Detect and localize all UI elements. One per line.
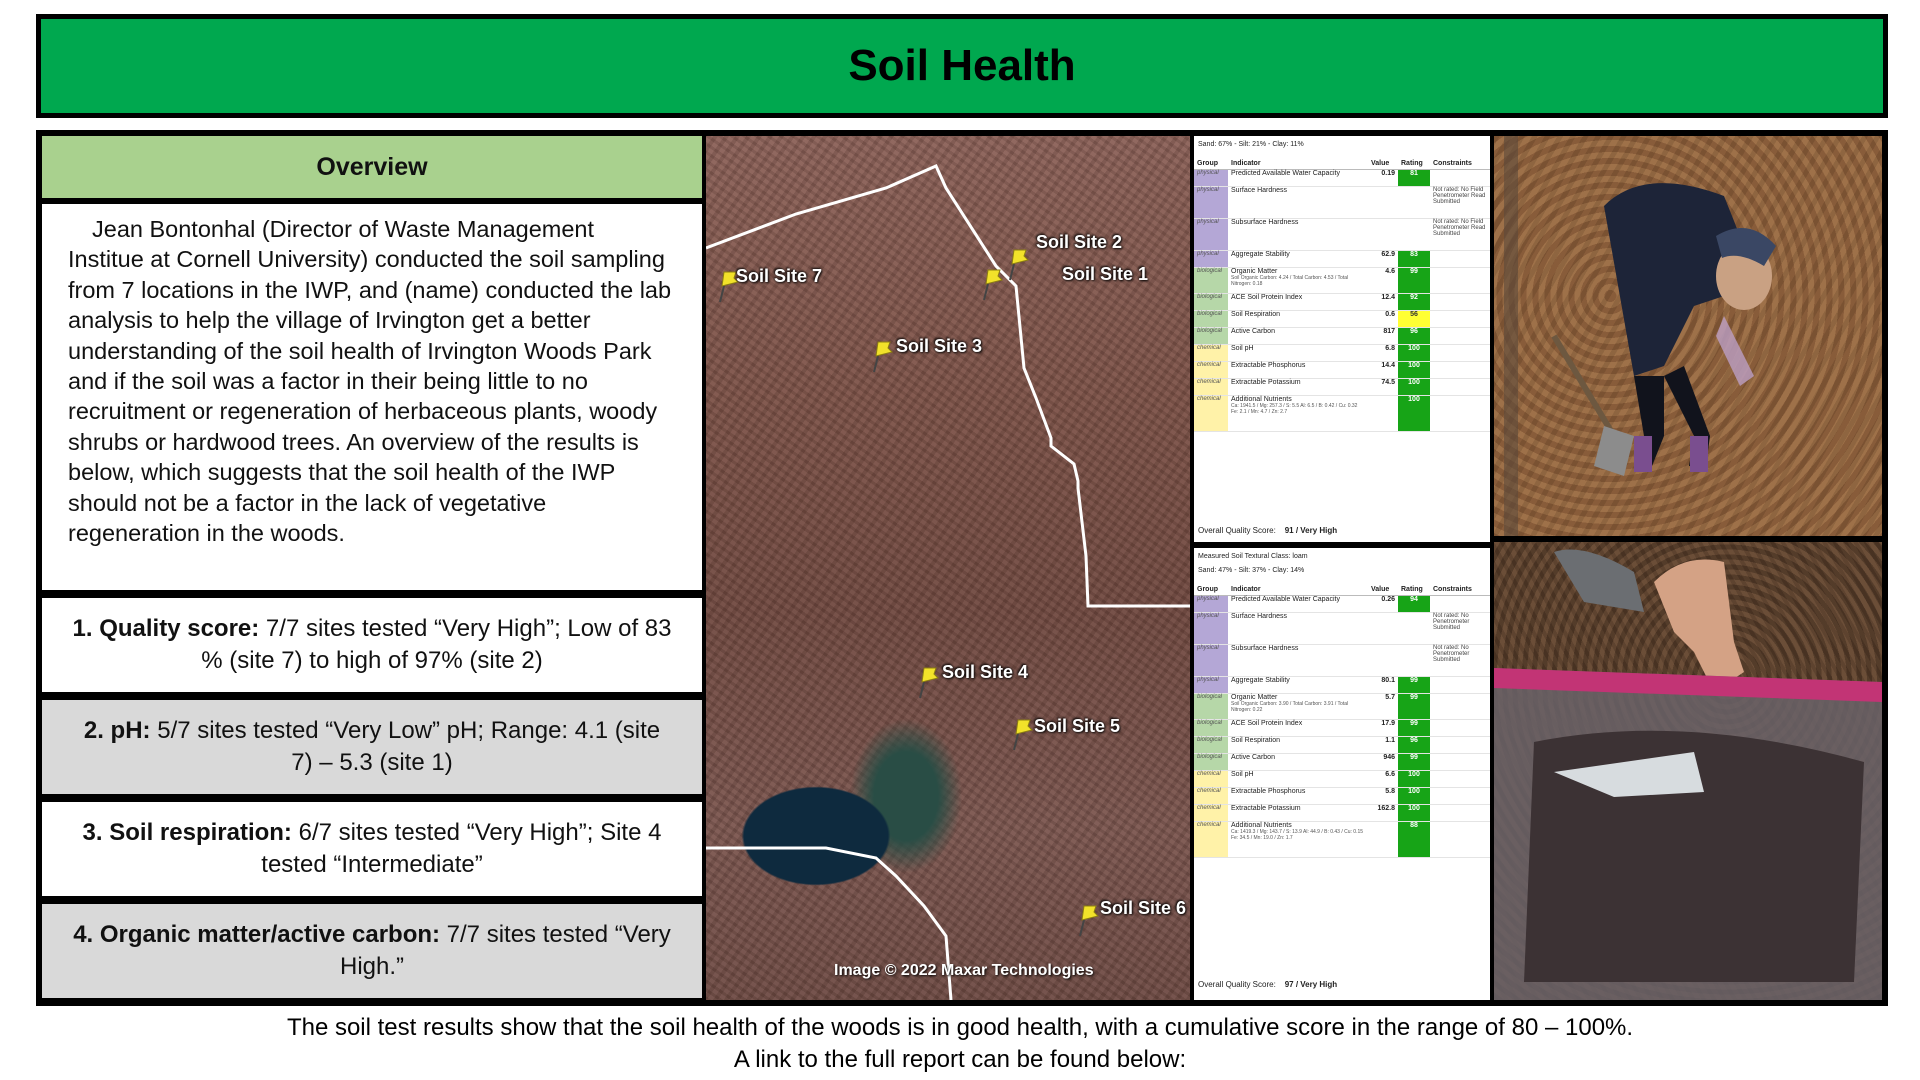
indicator-name: Aggregate Stability [1231, 251, 1290, 258]
finding-soil-respiration [42, 802, 702, 896]
report-row [1194, 251, 1490, 268]
indicator-name: Soil pH [1231, 345, 1254, 352]
row-value: 5.7 [1368, 694, 1398, 720]
row-constraints [1430, 677, 1490, 694]
soil-report-2 [1194, 548, 1490, 1000]
row-indicator [1228, 219, 1368, 251]
col-value: Value [1368, 584, 1398, 596]
row-indicator [1228, 677, 1368, 694]
row-value: 0.19 [1368, 170, 1398, 187]
row-group: biological [1194, 737, 1228, 754]
row-constraints [1430, 805, 1490, 822]
photo-soil-sample-bag [1494, 542, 1882, 1000]
row-rating: 81 [1398, 170, 1430, 187]
report-row [1194, 596, 1490, 613]
row-constraints [1430, 788, 1490, 805]
footer-summary: The soil test results show that the soil health of the woods is in good health, with a cumulative score in the range of 80 – 100%. [286, 1014, 1634, 1041]
row-indicator [1228, 645, 1368, 677]
row-group: physical [1194, 645, 1228, 677]
row-constraints [1430, 328, 1490, 345]
row-rating [1398, 219, 1430, 251]
row-rating: 99 [1398, 694, 1430, 720]
row-value: 80.1 [1368, 677, 1398, 694]
report-row [1194, 822, 1490, 858]
finding-label: 2. pH: [83, 717, 151, 744]
report-row [1194, 737, 1490, 754]
row-indicator [1228, 345, 1368, 362]
row-group: biological [1194, 294, 1228, 311]
row-constraints [1430, 694, 1490, 720]
indicator-detail: Ca: 1941.5 / Mg: 257.3 / S: 5.5 Al: 6.5 / B: 0.42 / Cu: 0.32 Fe: 2.1 / Mn: 4.7 / Zn: 2.7 [1231, 403, 1358, 415]
row-indicator [1228, 187, 1368, 219]
indicator-detail: Soil Organic Carbon: 3.90 / Total Carbon: 3.91 / Total Nitrogen: 0.22 [1231, 701, 1349, 713]
row-indicator [1228, 396, 1368, 432]
row-group: physical [1194, 219, 1228, 251]
report-row [1194, 805, 1490, 822]
indicator-name: Extractable Potassium [1231, 379, 1301, 386]
site-label-3: Soil Site 3 [896, 336, 983, 356]
row-value [1368, 187, 1398, 219]
indicator-name: Extractable Phosphorus [1231, 788, 1306, 795]
row-group: chemical [1194, 345, 1228, 362]
row-constraints [1430, 596, 1490, 613]
row-group: biological [1194, 754, 1228, 771]
row-value: 817 [1368, 328, 1398, 345]
report-row [1194, 379, 1490, 396]
row-constraints: Not rated: No Field Penetrometer Read Submitted [1430, 219, 1490, 251]
row-group: chemical [1194, 379, 1228, 396]
row-indicator [1228, 251, 1368, 268]
col-group: Group [1194, 158, 1228, 170]
overall-score [1198, 980, 1337, 989]
row-rating: 96 [1398, 328, 1430, 345]
finding-label: 1. Quality score: [72, 615, 260, 642]
overall-value: 91 / Very High [1284, 526, 1338, 535]
row-indicator [1228, 613, 1368, 645]
row-rating: 100 [1398, 396, 1430, 432]
row-constraints [1430, 396, 1490, 432]
row-indicator [1228, 754, 1368, 771]
report-table [1194, 158, 1490, 432]
row-constraints [1430, 754, 1490, 771]
row-constraints [1430, 251, 1490, 268]
row-indicator [1228, 311, 1368, 328]
report-table [1194, 584, 1490, 858]
indicator-name: Additional Nutrients [1231, 396, 1292, 403]
person-sampling-illustration [1494, 136, 1882, 536]
row-constraints [1430, 771, 1490, 788]
row-group: physical [1194, 677, 1228, 694]
row-rating: 99 [1398, 754, 1430, 771]
report-row [1194, 268, 1490, 294]
col-indicator: Indicator [1228, 158, 1368, 170]
row-indicator [1228, 328, 1368, 345]
row-value: 17.9 [1368, 720, 1398, 737]
report-row [1194, 771, 1490, 788]
row-constraints [1430, 737, 1490, 754]
soil-bag-illustration [1494, 542, 1882, 1000]
row-value: 14.4 [1368, 362, 1398, 379]
row-value [1368, 613, 1398, 645]
satellite-map [706, 136, 1190, 1000]
row-group: biological [1194, 328, 1228, 345]
indicator-name: Active Carbon [1231, 328, 1275, 335]
row-rating [1398, 645, 1430, 677]
indicator-name: Soil Respiration [1231, 737, 1281, 744]
indicator-name: Subsurface Hardness [1231, 219, 1299, 226]
row-indicator [1228, 379, 1368, 396]
report-row [1194, 187, 1490, 219]
row-group: biological [1194, 268, 1228, 294]
row-rating: 100 [1398, 771, 1430, 788]
row-constraints [1430, 294, 1490, 311]
indicator-name: Soil Respiration [1231, 311, 1281, 318]
indicator-name: Subsurface Hardness [1231, 645, 1299, 652]
row-constraints [1430, 311, 1490, 328]
row-group: chemical [1194, 771, 1228, 788]
finding-text: 7/7 sites tested “Very High”; Low of 83 % (site 7) to high of 97% (site 2) [201, 615, 672, 674]
row-indicator [1228, 694, 1368, 720]
row-value: 12.4 [1368, 294, 1398, 311]
row-value: 162.8 [1368, 805, 1398, 822]
row-rating [1398, 613, 1430, 645]
row-group: physical [1194, 187, 1228, 219]
indicator-name: Active Carbon [1231, 754, 1275, 761]
map-pin-icon[interactable] [982, 268, 1004, 302]
overall-label: Overall Quality Score: [1198, 526, 1276, 535]
footer-link-note: A link to the full report can be found below: [733, 1046, 1187, 1073]
row-value [1368, 645, 1398, 677]
footer-text [0, 1012, 1920, 1076]
overall-label: Overall Quality Score: [1198, 980, 1276, 989]
row-constraints [1430, 170, 1490, 187]
row-rating: 99 [1398, 677, 1430, 694]
report-rows [1194, 596, 1490, 858]
indicator-name: Extractable Potassium [1231, 805, 1301, 812]
row-constraints [1430, 720, 1490, 737]
site-label-5: Soil Site 5 [1034, 716, 1121, 736]
finding-text: 6/7 sites tested “Very High”; Site 4 tested “Intermediate” [261, 819, 662, 878]
row-constraints [1430, 345, 1490, 362]
row-rating: 100 [1398, 805, 1430, 822]
report-row [1194, 170, 1490, 187]
site-label-1: Soil Site 1 [1062, 264, 1149, 284]
report-row [1194, 754, 1490, 771]
report-row [1194, 294, 1490, 311]
row-value: 0.6 [1368, 311, 1398, 328]
row-constraints [1430, 379, 1490, 396]
row-value: 1.1 [1368, 737, 1398, 754]
row-indicator [1228, 596, 1368, 613]
row-rating: 100 [1398, 379, 1430, 396]
row-constraints: Not rated: No Penetrometer Submitted [1430, 645, 1490, 677]
report-row [1194, 345, 1490, 362]
finding-ph [42, 700, 702, 794]
row-value: 4.6 [1368, 268, 1398, 294]
row-group: chemical [1194, 805, 1228, 822]
photo-soil-sampling [1494, 136, 1882, 536]
overview-column [42, 136, 702, 1000]
row-rating: 100 [1398, 788, 1430, 805]
row-rating: 96 [1398, 737, 1430, 754]
site-label-7: Soil Site 7 [736, 266, 823, 286]
col-indicator: Indicator [1228, 584, 1368, 596]
row-indicator [1228, 294, 1368, 311]
row-rating: 94 [1398, 596, 1430, 613]
row-indicator [1228, 822, 1368, 858]
row-value [1368, 219, 1398, 251]
row-indicator [1228, 362, 1368, 379]
finding-quality-score [42, 598, 702, 692]
row-rating: 88 [1398, 822, 1430, 858]
row-rating: 99 [1398, 268, 1430, 294]
row-value: 6.8 [1368, 345, 1398, 362]
row-group: physical [1194, 596, 1228, 613]
row-rating: 56 [1398, 311, 1430, 328]
report-row [1194, 396, 1490, 432]
row-value: 946 [1368, 754, 1398, 771]
map-credit: Image © 2022 Maxar Technologies [834, 962, 1094, 979]
row-constraints [1430, 268, 1490, 294]
content-frame [36, 130, 1888, 1006]
indicator-name: ACE Soil Protein Index [1231, 294, 1303, 301]
report-rows [1194, 170, 1490, 432]
row-group: chemical [1194, 788, 1228, 805]
row-constraints: Not rated: No Field Penetrometer Read Submitted [1430, 187, 1490, 219]
row-indicator [1228, 788, 1368, 805]
indicator-name: Organic Matter [1231, 268, 1278, 275]
indicator-name: Organic Matter [1231, 694, 1278, 701]
finding-text: 5/7 sites tested “Very Low” pH; Range: 4.1 (site 7) – 5.3 (site 1) [150, 717, 661, 776]
row-constraints [1430, 362, 1490, 379]
soil-report-1 [1194, 136, 1490, 542]
indicator-name: Predicted Available Water Capacity [1231, 170, 1340, 177]
site-label-6: Soil Site 6 [1100, 898, 1187, 918]
overall-score [1198, 526, 1337, 535]
indicator-detail: Soil Organic Carbon: 4.24 / Total Carbon: 4.53 / Total Nitrogen: 0.18 [1231, 275, 1349, 287]
map-pin-icon[interactable] [1078, 904, 1100, 938]
row-rating: 99 [1398, 720, 1430, 737]
map-pin-icon[interactable] [872, 340, 894, 374]
finding-label: 3. Soil respiration: [82, 819, 292, 846]
overview-text: Jean Bontonhal (Director of Waste Management Institue at Cornell University) conducted the soil sampling from 7 locations in the IWP, and (name) conducted the lab analysis to help the village of Irvington get a better understanding of the soil health of Irvington Woods Park and if the soil was a factor in their being little to no recruitment or regeneration of herbaceous plants, woody shrubs or hardwood trees. An overview of the results is below, which suggests that the soil health of the IWP should not be a factor in the lack of vegetative regeneration in the woods. [42, 204, 702, 590]
row-value: 74.5 [1368, 379, 1398, 396]
row-value: 6.6 [1368, 771, 1398, 788]
row-constraints [1430, 822, 1490, 858]
row-group: physical [1194, 170, 1228, 187]
col-constraints: Constraints [1430, 584, 1490, 596]
row-group: chemical [1194, 396, 1228, 432]
indicator-name: Soil pH [1231, 771, 1254, 778]
col-constraints: Constraints [1430, 158, 1490, 170]
report-row [1194, 311, 1490, 328]
report-row [1194, 362, 1490, 379]
overview-heading: Overview [42, 136, 702, 198]
map-pin-icon[interactable] [1008, 248, 1030, 282]
row-indicator [1228, 170, 1368, 187]
indicator-name: Predicted Available Water Capacity [1231, 596, 1340, 603]
row-value: 5.8 [1368, 788, 1398, 805]
indicator-name: Surface Hardness [1231, 613, 1288, 620]
indicator-name: Additional Nutrients [1231, 822, 1292, 829]
row-group: biological [1194, 694, 1228, 720]
row-group: physical [1194, 613, 1228, 645]
row-rating: 100 [1398, 345, 1430, 362]
row-indicator [1228, 720, 1368, 737]
row-value [1368, 396, 1398, 432]
map-pin-icon[interactable] [918, 666, 940, 700]
map-pin-icon[interactable] [1012, 718, 1034, 752]
report-row [1194, 645, 1490, 677]
indicator-name: ACE Soil Protein Index [1231, 720, 1303, 727]
row-group: biological [1194, 720, 1228, 737]
row-rating [1398, 187, 1430, 219]
title-bar [36, 14, 1888, 118]
site-label-4: Soil Site 4 [942, 662, 1029, 682]
row-group: physical [1194, 251, 1228, 268]
indicator-detail: Ca: 1419.3 / Mg: 143.7 / S: 13.9 Al: 44.9 / B: 0.43 / Cu: 0.15 Fe: 34.5 / Mn: 19.0 / Zn: 1.7 [1231, 829, 1364, 841]
col-value: Value [1368, 158, 1398, 170]
report-row [1194, 328, 1490, 345]
row-value [1368, 822, 1398, 858]
indicator-name: Surface Hardness [1231, 187, 1288, 194]
row-group: biological [1194, 311, 1228, 328]
overall-value: 97 / Very High [1284, 980, 1338, 989]
row-rating: 83 [1398, 251, 1430, 268]
col-rating: Rating [1398, 158, 1430, 170]
finding-label: 4. Organic matter/active carbon: [73, 921, 440, 948]
row-value: 0.26 [1368, 596, 1398, 613]
col-rating: Rating [1398, 584, 1430, 596]
row-group: chemical [1194, 822, 1228, 858]
report-class: Measured Soil Textural Class: loam [1198, 553, 1308, 560]
row-indicator [1228, 805, 1368, 822]
page-title: Soil Health [848, 41, 1076, 90]
report-row [1194, 694, 1490, 720]
indicator-name: Extractable Phosphorus [1231, 362, 1306, 369]
row-rating: 92 [1398, 294, 1430, 311]
report-row [1194, 219, 1490, 251]
report-row [1194, 720, 1490, 737]
report-row [1194, 788, 1490, 805]
site-label-2: Soil Site 2 [1036, 232, 1123, 252]
row-constraints: Not rated: No Penetrometer Submitted [1430, 613, 1490, 645]
finding-organic-matter [42, 904, 702, 998]
row-indicator [1228, 771, 1368, 788]
row-value: 62.9 [1368, 251, 1398, 268]
indicator-name: Aggregate Stability [1231, 677, 1290, 684]
report-row [1194, 677, 1490, 694]
report-texture: Sand: 47% - Silt: 37% - Clay: 14% [1198, 567, 1305, 574]
row-indicator [1228, 268, 1368, 294]
row-group: chemical [1194, 362, 1228, 379]
col-group: Group [1194, 584, 1228, 596]
finding-text: 7/7 sites tested “Very High.” [339, 921, 671, 980]
report-texture: Sand: 67% - Silt: 21% - Clay: 11% [1198, 141, 1304, 148]
report-row [1194, 613, 1490, 645]
row-rating: 100 [1398, 362, 1430, 379]
row-indicator [1228, 737, 1368, 754]
